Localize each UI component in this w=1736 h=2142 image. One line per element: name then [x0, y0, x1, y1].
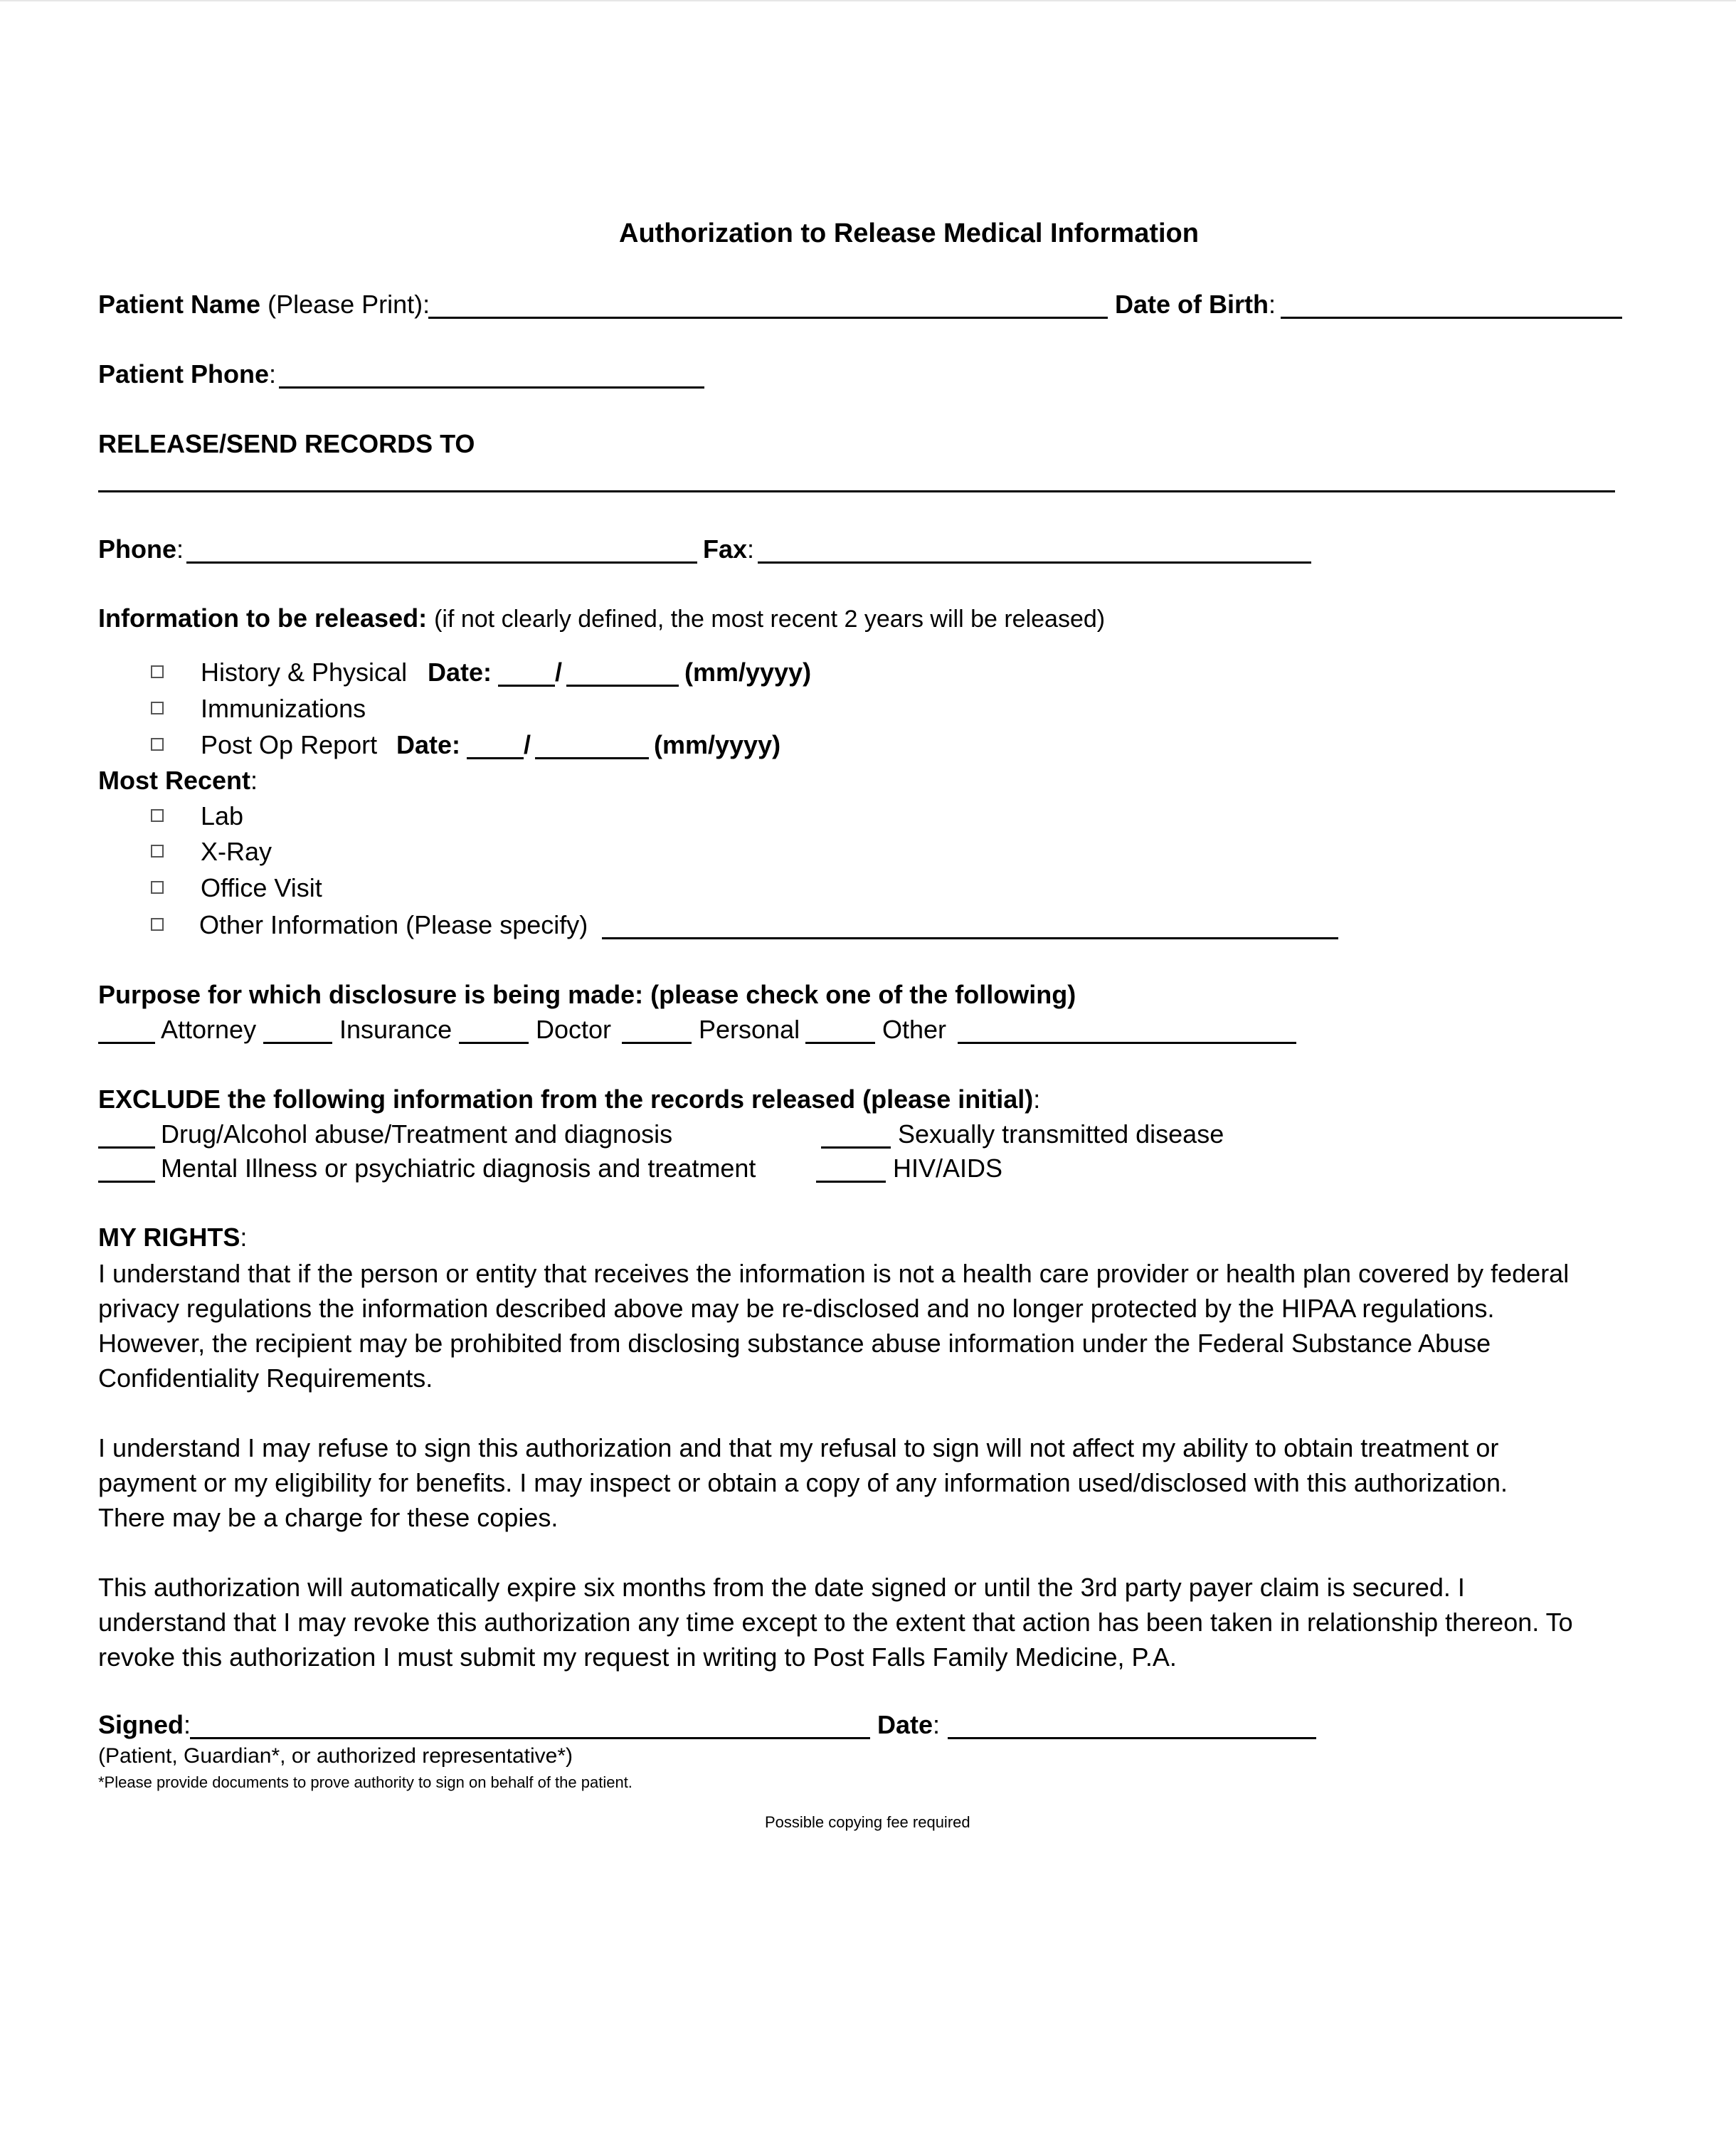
other-info-field[interactable]: [602, 937, 1338, 939]
page-title: Authorization to Release Medical Information: [619, 218, 1199, 248]
rights-colon: :: [240, 1223, 248, 1252]
release-fax-label: Fax: [703, 534, 748, 564]
xray-label: X-Ray: [201, 837, 272, 866]
patient-phone-colon: :: [269, 359, 277, 389]
rights-heading: MY RIGHTS: [98, 1223, 240, 1252]
rights-p3-line: understand that I may revoke this authorization any time except to the extent that action has been taken in relationship thereon. To: [98, 1608, 1573, 1637]
signer-note: (Patient, Guardian*, or authorized representative*): [98, 1744, 573, 1768]
purpose-insurance-label: Insurance: [339, 1015, 452, 1044]
rights-p3-line: This authorization will automatically expire six months from the date signed or until the 3rd party payer claim is secured. I: [98, 1573, 1465, 1602]
sign-date-label: Date: [877, 1710, 933, 1739]
purpose-doctor-label: Doctor: [536, 1015, 612, 1044]
release-fax-colon: :: [747, 534, 755, 564]
purpose-other-field[interactable]: [805, 1042, 875, 1044]
release-recipient-field[interactable]: [98, 490, 1615, 492]
immunizations-checkbox[interactable]: [151, 702, 164, 714]
rights-p1-line: privacy regulations the information described above may be re-disclosed and no longer protected by the HIPAA regulations.: [98, 1294, 1495, 1323]
copying-fee-note: Possible copying fee required: [765, 1813, 970, 1831]
post-op-year-field[interactable]: [535, 757, 649, 759]
most-recent-label: Most Recent: [98, 766, 251, 795]
most-recent-colon: :: [250, 766, 258, 795]
signed-row: [98, 1710, 191, 1740]
rights-paragraph-2: [98, 1430, 1635, 1535]
purpose-doctor-field[interactable]: [459, 1042, 529, 1044]
history-physical-date-format: (mm/yyyy): [684, 658, 812, 687]
info-note: (if not clearly defined, the most recent 2 years will be released): [434, 606, 1106, 633]
purpose-attorney-field[interactable]: [98, 1042, 155, 1044]
exclude-hiv-initial-field[interactable]: [816, 1181, 886, 1183]
release-phone-colon: :: [176, 534, 184, 564]
exclude-heading-row: [98, 1085, 1040, 1114]
exclude-hiv-label: HIV/AIDS: [893, 1154, 1003, 1183]
history-physical-date-label: Date:: [428, 658, 492, 687]
purpose-personal-field[interactable]: [622, 1042, 692, 1044]
lab-label: Lab: [201, 801, 244, 830]
rights-p1-line: Confidentiality Requirements.: [98, 1363, 433, 1393]
patient-name-hint: (Please Print):: [268, 290, 430, 319]
info-heading-row: [98, 603, 1105, 633]
rights-heading-row: [98, 1223, 247, 1252]
patient-name-row: [98, 290, 430, 320]
patient-phone-field[interactable]: [279, 386, 704, 389]
release-heading: RELEASE/SEND RECORDS TO: [98, 429, 475, 458]
release-phone-row: [98, 534, 184, 564]
rights-p2-line: I understand I may refuse to sign this authorization and that my refusal to sign will not affect my ability to obtain treatment or: [98, 1433, 1499, 1462]
exclude-heading: EXCLUDE the following information from the records released (please initial): [98, 1085, 1034, 1114]
history-physical-checkbox[interactable]: [151, 665, 164, 678]
dob-colon: :: [1269, 290, 1276, 319]
sign-date-colon: :: [933, 1710, 941, 1739]
other-info-checkbox[interactable]: [151, 918, 164, 931]
release-phone-field[interactable]: [186, 561, 697, 564]
rights-p2-line: There may be a charge for these copies.: [98, 1503, 559, 1532]
exclude-drug-initial-field[interactable]: [98, 1146, 155, 1149]
sign-date-field[interactable]: [948, 1737, 1316, 1739]
post-op-checkbox[interactable]: [151, 738, 164, 751]
purpose-insurance-field[interactable]: [263, 1042, 332, 1044]
history-physical-slash: /: [555, 658, 563, 687]
rights-p1-line: However, the recipient may be prohibited from disclosing substance abuse information under the Federal Substance Abuse: [98, 1329, 1491, 1358]
history-physical-month-field[interactable]: [498, 685, 555, 687]
xray-checkbox[interactable]: [151, 845, 164, 858]
exclude-drug-label: Drug/Alcohol abuse/Treatment and diagnosis: [161, 1119, 673, 1149]
signed-label: Signed: [98, 1710, 184, 1739]
purpose-heading: Purpose for which disclosure is being made: (please check one of the following): [98, 980, 1076, 1009]
info-label: Information to be released:: [98, 603, 428, 633]
signature-field[interactable]: [190, 1737, 870, 1739]
signed-colon: :: [184, 1710, 191, 1739]
purpose-other-specify-field[interactable]: [958, 1042, 1296, 1044]
rights-paragraph-1: [98, 1256, 1635, 1396]
post-op-date-label: Date:: [396, 730, 461, 759]
patient-name-field[interactable]: [428, 317, 1108, 319]
rights-p2-line: payment or my eligibility for benefits. I may inspect or obtain a copy of any information used/disclosed with this authorization.: [98, 1468, 1508, 1497]
release-phone-label: Phone: [98, 534, 177, 564]
history-physical-year-field[interactable]: [566, 685, 679, 687]
rights-paragraph-3: [98, 1570, 1635, 1674]
patient-phone-label: Patient Phone: [98, 359, 270, 389]
post-op-date-format: (mm/yyyy): [654, 730, 781, 759]
post-op-label: Post Op Report: [201, 730, 378, 759]
rights-p3-line: revoke this authorization I must submit my request in writing to Post Falls Family Medicine, P.A.: [98, 1642, 1177, 1672]
exclude-mental-label: Mental Illness or psychiatric diagnosis and treatment: [161, 1154, 756, 1183]
post-op-slash: /: [524, 730, 531, 759]
dob-field[interactable]: [1281, 317, 1622, 319]
purpose-other-label: Other: [882, 1015, 947, 1044]
purpose-personal-label: Personal: [699, 1015, 800, 1044]
patient-phone-row: [98, 359, 276, 389]
exclude-std-label: Sexually transmitted disease: [898, 1119, 1224, 1149]
lab-checkbox[interactable]: [151, 809, 164, 822]
exclude-colon: :: [1033, 1085, 1041, 1114]
history-physical-label: History & Physical: [201, 658, 408, 687]
most-recent-row: [98, 766, 258, 796]
rights-p1-line: I understand that if the person or entity that receives the information is not a health care provider or health plan covered by federal: [98, 1259, 1570, 1288]
patient-name-label: Patient Name: [98, 290, 261, 319]
dob-label: Date of Birth: [1115, 290, 1269, 319]
purpose-attorney-label: Attorney: [161, 1015, 257, 1044]
other-info-label: Other Information (Please specify): [199, 910, 588, 939]
signer-footnote: *Please provide documents to prove authority to sign on behalf of the patient.: [98, 1773, 633, 1791]
release-fax-field[interactable]: [758, 561, 1311, 564]
dob-row: [1115, 290, 1276, 320]
exclude-mental-initial-field[interactable]: [98, 1181, 155, 1183]
sign-date-row: [877, 1710, 940, 1740]
office-visit-label: Office Visit: [201, 873, 322, 902]
exclude-std-initial-field[interactable]: [821, 1146, 891, 1149]
immunizations-label: Immunizations: [201, 694, 366, 723]
release-fax-row: [703, 534, 754, 564]
post-op-month-field[interactable]: [467, 757, 524, 759]
office-visit-checkbox[interactable]: [151, 881, 164, 894]
